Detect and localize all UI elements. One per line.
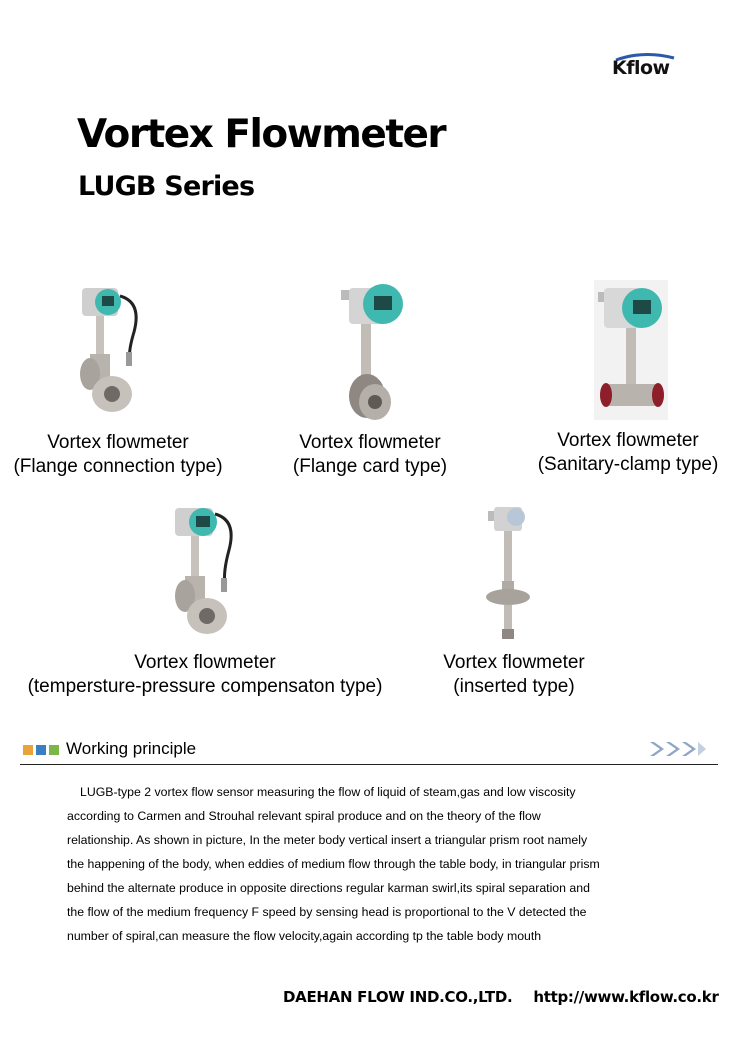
logo-text: Kflow	[612, 57, 670, 79]
caption-name: Vortex flowmeter	[134, 652, 276, 673]
caption-type: (Sanitary-clamp type)	[537, 454, 719, 475]
working-principle-paragraph: LUGB-type 2 vortex flow sensor measuring the flow of liquid of steam,gas and low viscosity according to Carmen and Strouhal relevant spiral produce and on the theory of the flow relationship. As shown in picture, In the meter body vertical insert a triangular prism root namely the happening of the body, when eddies of medium flow through the table body, in triangular prism behind the alternate produce in opposite directions regular karman swirl,its spiral separation and the flow of the medium frequency F speed by sensing head is proportional to the V detected the number of spiral,can measure the flow velocity,again according tp the table body mouth	[67, 785, 600, 943]
product-image-flange-card	[335, 282, 415, 422]
page-title: Vortex Flowmeter	[77, 112, 446, 157]
product-image-sanitary-clamp	[594, 280, 668, 420]
caption-type: (inserted type)	[453, 676, 575, 697]
footer	[283, 988, 735, 1006]
product-caption-flange-connection	[8, 431, 228, 479]
product-caption-sanitary-clamp	[530, 429, 726, 477]
chevron-arrows-icon	[648, 739, 708, 759]
blue-square-icon	[36, 745, 46, 755]
product-caption-flange-card	[270, 431, 470, 479]
caption-type: (tempersture-pressure compensaton type)	[27, 676, 383, 697]
caption-name: Vortex flowmeter	[557, 430, 699, 451]
product-caption-temperature-pressure	[18, 651, 392, 699]
caption-name: Vortex flowmeter	[443, 652, 585, 673]
green-square-icon	[49, 745, 59, 755]
caption-type: (Flange connection type)	[13, 456, 223, 477]
product-image-temperature-pressure	[163, 500, 243, 638]
product-image-flange-connection	[70, 282, 150, 417]
section-title: Working principle	[66, 739, 197, 758]
orange-square-icon	[23, 745, 33, 755]
caption-name: Vortex flowmeter	[299, 432, 441, 453]
product-caption-inserted	[430, 651, 598, 699]
page-subtitle: LUGB Series	[78, 171, 255, 202]
product-image-inserted	[484, 505, 534, 645]
section-header-working-principle	[20, 736, 718, 765]
footer-url[interactable]: http://www.kflow.co.kr	[533, 988, 719, 1006]
caption-type: (Flange card type)	[292, 456, 448, 477]
kflow-logo	[612, 52, 678, 82]
footer-company: DAEHAN FLOW IND.CO.,LTD.	[283, 988, 513, 1006]
caption-name: Vortex flowmeter	[47, 432, 189, 453]
